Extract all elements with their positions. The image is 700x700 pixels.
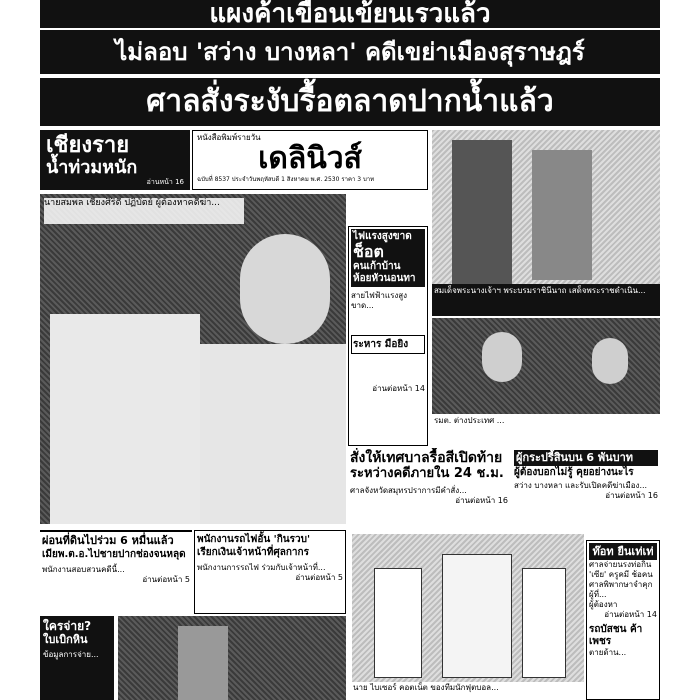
bribe-subtitle: ผู้ต้องบอกไม่รู้ คุยอย่างนะไร [514,467,634,478]
middle-story-title-1: ไฟแรงสูงขาด [353,231,412,242]
middle-story-title-4: ห้อยหัวนอนทา [353,273,416,284]
briefs-item-5: อ่านต่อหน้า 14 [604,610,657,619]
middle-story-more: อ่านต่อหน้า 14 [372,384,425,393]
land-more: อ่านต่อหน้า 5 [142,575,190,584]
briefs-item-4: ผู้ต้องหา [589,600,618,609]
railway-story [194,530,346,614]
boxing-photo [118,616,346,700]
headline-main-text: ศาลสั่งระงับรื้อตลาดปากน้ำแล้ว [146,84,554,119]
who-pays-title: ใครจ่าย? [43,619,92,633]
dignitary-face [482,332,522,382]
land-title: ผ่อนที่ดินไปร่วม 6 หมื่นแล้ว [42,534,174,547]
portrait-photo [40,194,346,524]
middle-story-title-3: คนเก้าบ้าน [353,261,401,272]
briefs-item-1: ศาลจ่ายนรงท่อกิน [589,560,652,569]
chiangrai-title: เชียงราย [46,133,130,158]
headline-sub-text: ไม่ลอบ 'สว่าง บางหลา' คดีเขย่าเมืองสุราษฎร์ [115,38,585,66]
portrait-caption: นายสมพล เชียงศิริดี ปฏิบัตย์ ผู้ต้องหาคดีฆ่า... [44,198,244,224]
land-subtitle: เมียพ.ต.อ.ไปชายปากช่องจนหลุด [42,549,186,560]
land-story [40,530,192,614]
top-banner [40,0,660,28]
middle-story-subhead: ระหาร มือยิง [351,335,425,354]
royal-photo [432,130,660,316]
land-body: พนักงานสอบสวนคดีนี้... [42,565,125,574]
masthead [192,130,428,190]
sailor-figure-2 [442,554,512,678]
demolition-more: อ่านต่อหน้า 16 [455,496,508,505]
dignitaries-caption: รมต. ต่างประเทศ ... [432,414,660,442]
portrait-face [240,234,330,344]
bribe-more: อ่านต่อหน้า 16 [605,491,658,500]
middle-story-body: สายไฟฟ้าแรงสูงขาด... [351,291,408,310]
headline-sub [40,30,660,74]
headline-main [40,78,660,126]
sailor-figure-1 [374,568,422,678]
masthead-name: เดลินิวส์ [258,141,362,176]
railway-title: พนักงานรถไฟอั้น 'กินรวบ' [197,534,311,545]
royal-figure-2 [452,140,512,290]
masthead-issue: ฉบับที่ 8537 ประจำวันพฤหัสบดี 1 สิงหาคม พ.ศ. 2530 ราคา 3 บาท [197,176,375,183]
bribe-story [512,448,660,528]
demolition-title: สั่งให้เทศบาลรื้อสีเปิดท้าย [350,450,503,466]
briefs-footer-body: ตายด้าน... [589,648,627,657]
royal-figure [532,150,592,280]
sailors-photo [352,534,584,700]
demolition-subtitle: ระหว่างคดีภายใน 24 ช.ม. [350,466,504,481]
masthead-kicker: หนังสือพิมพ์รายวัน [197,133,261,142]
who-pays-body: ข้อมูลการจ่าย... [43,650,99,659]
demolition-story [348,448,510,528]
briefs-title: ท๊อท ยืนเท่เท่ [589,543,657,560]
railway-more: อ่านต่อหน้า 5 [295,573,343,582]
chiangrai-box [40,130,190,190]
sailors-caption: นาย ไบเซอร์ คอตเน็ต ของทีมนักฟุตบอล... [352,682,584,700]
boxer-figure [178,626,228,700]
portrait-shirt [200,344,346,524]
royal-caption: สมเด็จพระนางเจ้าฯ พระบรมราชินีนาถ เสด็จพระราชดำเนิน... [432,284,660,316]
railway-subtitle: เรียกเงินเจ้าหน้าที่ศุลกากร [197,547,309,558]
bribe-body: สว่าง บางหลา และรับเปิดคดีฆ่าเมือง... [514,481,648,490]
demolition-body: ศาลจังหวัดสมุทรปราการมีคำสั่ง... [350,486,467,495]
middle-story-title-2: ช็อต [353,242,384,261]
top-banner-text: แผงค้าเขื่อนเข้ยนเรวแล้ว [209,0,491,28]
left-figure [50,314,200,524]
briefs-footer-title: รถบัสชน ค้าเพชร [589,624,643,647]
who-pays-box [40,616,114,700]
dignitary-face-2 [592,338,628,384]
sailor-figure-3 [522,568,566,678]
chiangrai-subtitle: น้ำท่วมหนัก [46,157,138,178]
dignitaries-photo [432,318,660,442]
bribe-title: ผู้กระปรี้สินบน 6 พันบาท [514,450,658,466]
chiangrai-page-ref: อ่านหน้า 16 [146,178,184,186]
railway-body: พนักงานการรถไฟ ร่วมกับเจ้าหน้าที่... [197,563,326,572]
who-pays-subtitle: ใบเบิกหิน [43,633,88,646]
briefs-box [586,540,660,700]
middle-story [348,226,428,446]
briefs-item-3: ศาลพิพากษาจำคุกผู้ที่... [589,580,653,599]
briefs-item-2: 'เซีย' ครูคมี ช้อคน [589,570,653,579]
